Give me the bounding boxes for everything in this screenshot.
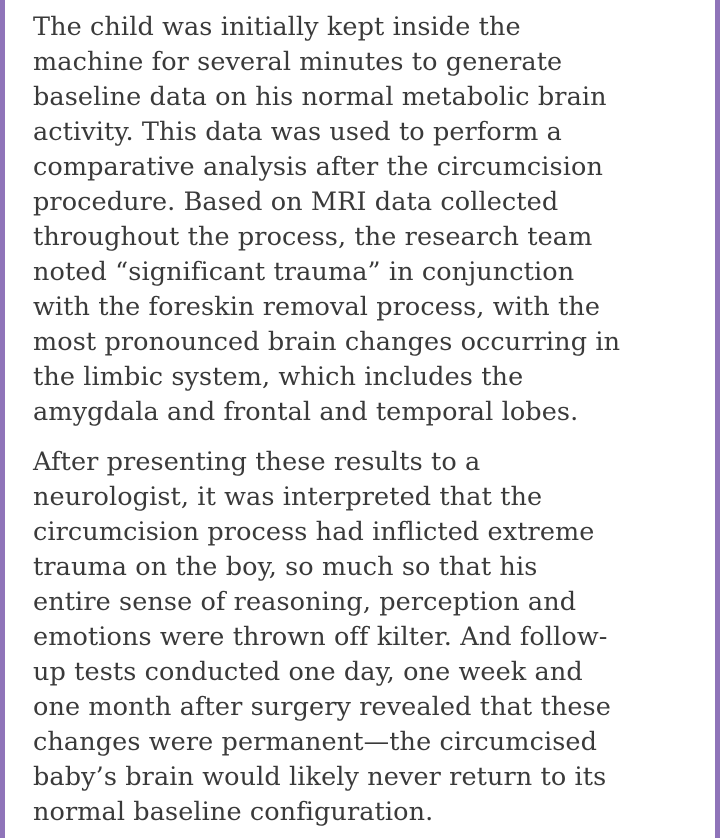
text-line: procedure. Based on MRI data collected [33,187,559,217]
article-body [33,10,693,830]
text-line: machine for several minutes to generate [33,47,563,77]
text-line: normal baseline configuration. [33,797,434,827]
text-line: amygdala and frontal and temporal lobes. [33,397,579,427]
text-line: emotions were thrown off kilter. And follow- [33,622,608,652]
text-line: The child was initially kept inside the [33,12,521,42]
left-border [0,0,5,838]
text-line: neurologist, it was interpreted that the [33,482,543,512]
text-line: the limbic system, which includes the [33,362,524,392]
text-line: comparative analysis after the circumcision [33,152,603,182]
text-line: most pronounced brain changes occurring in [33,327,621,357]
text-line: trauma on the boy, so much so that his [33,552,538,582]
text-line: After presenting these results to a [33,447,481,477]
text-line: changes were permanent—the circumcised [33,727,598,757]
text-line: entire sense of reasoning, perception and [33,587,577,617]
paragraph-2 [33,445,693,830]
text-line: baseline data on his normal metabolic brain [33,82,607,112]
paragraph-1 [33,10,693,430]
text-line: noted “significant trauma” in conjunction [33,257,575,287]
text-line: circumcision process had inflicted extreme [33,517,595,547]
text-line: with the foreskin removal process, with the [33,292,601,322]
right-border [715,0,720,838]
text-line: throughout the process, the research team [33,222,593,252]
text-line: baby’s brain would likely never return to its [33,762,607,792]
text-line: activity. This data was used to perform a [33,117,562,147]
text-line: up tests conducted one day, one week and [33,657,583,687]
text-line: one month after surgery revealed that these [33,692,611,722]
